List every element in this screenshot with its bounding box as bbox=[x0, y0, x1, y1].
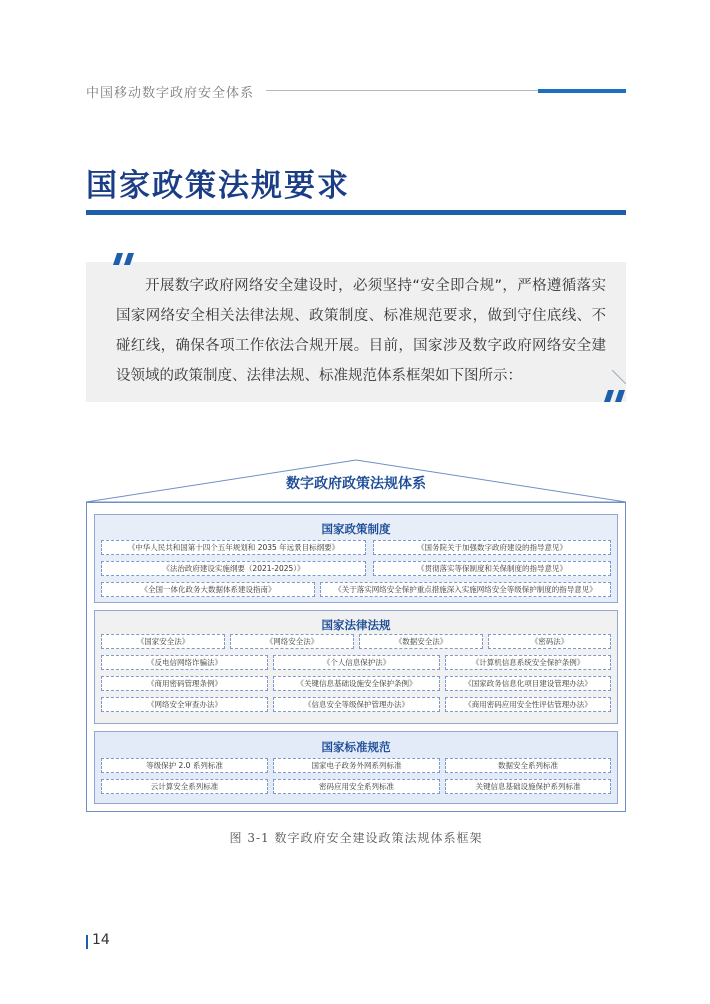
law-item: 《反电信网络诈骗法》 bbox=[101, 655, 268, 670]
diagram-title: 数字政府政策法规体系 bbox=[286, 476, 426, 492]
law-item: 《商用密码管理条例》 bbox=[101, 676, 268, 691]
law-item: 《国家政务信息化项目建设管理办法》 bbox=[445, 676, 611, 691]
policy-group-title: 国家政策制度 bbox=[321, 522, 391, 536]
policy-item: 《全国一体化政务大数据体系建设指南》 bbox=[101, 582, 315, 597]
law-item: 《计算机信息系统安全保护条例》 bbox=[445, 655, 611, 670]
law-item: 《网络安全审查办法》 bbox=[101, 697, 268, 712]
standard-item: 云计算安全系列标准 bbox=[101, 779, 268, 794]
law-item: 《数据安全法》 bbox=[359, 634, 483, 649]
standard-group-title: 国家标准规范 bbox=[321, 740, 391, 754]
quote-paragraph: 开展数字政府网络安全建设时，必须坚持“安全即合规”，严格遵循落实国家网络安全相关法律法规、政策制度、标准规范要求，做到守住底线、不碰红线，确保各项工作依法合规开展。目前，国家涉及数字政府网络安全建设领域的政策制度、法律法规、标准规范体系框架如下图所示： bbox=[116, 278, 606, 384]
law-item: 《关键信息基础设施安全保护条例》 bbox=[273, 676, 440, 691]
standard-item: 国家电子政务外网系列标准 bbox=[273, 758, 440, 773]
policy-item: 《国务院关于加强数字政府建设的指导意见》 bbox=[373, 540, 611, 555]
law-item: 《个人信息保护法》 bbox=[273, 655, 440, 670]
policy-item: 《关于落实网络安全保护重点措施深入实施网络安全等级保护制度的指导意见》 bbox=[320, 582, 611, 597]
law-item: 《密码法》 bbox=[488, 634, 611, 649]
policy-item: 《中华人民共和国第十四个五年规划和 2035 年远景目标纲要》 bbox=[101, 540, 366, 555]
quote-corner-fold-icon bbox=[612, 370, 626, 384]
standard-item: 数据安全系列标准 bbox=[445, 758, 611, 773]
page-number: 14 bbox=[92, 932, 110, 948]
standard-item: 密码应用安全系列标准 bbox=[273, 779, 440, 794]
policy-item: 《贯彻落实等保制度和关保制度的指导意见》 bbox=[373, 561, 611, 576]
page-number-marker bbox=[86, 935, 88, 949]
section-title: 国家政策法规要求 bbox=[86, 168, 350, 204]
standard-item: 等级保护 2.0 系列标准 bbox=[101, 758, 268, 773]
law-item: 《商用密码应用安全性评估管理办法》 bbox=[445, 697, 611, 712]
policy-item: 《法治政府建设实施纲要（2021-2025）》 bbox=[101, 561, 366, 576]
title-underline bbox=[86, 210, 626, 215]
figure-caption: 图 3-1 数字政府安全建设政策法规体系框架 bbox=[229, 831, 483, 845]
open-quote-mark-icon bbox=[113, 253, 135, 265]
law-item: 《网络安全法》 bbox=[230, 634, 354, 649]
law-item: 《国家安全法》 bbox=[101, 634, 225, 649]
header-accent-bar bbox=[538, 89, 626, 93]
law-item: 《信息安全等级保护管理办法》 bbox=[273, 697, 440, 712]
running-header: 中国移动数字政府安全体系 bbox=[86, 86, 255, 101]
close-quote-mark-icon bbox=[604, 390, 626, 402]
standard-item: 关键信息基础设施保护系列标准 bbox=[445, 779, 611, 794]
law-group-title: 国家法律法规 bbox=[321, 618, 391, 632]
